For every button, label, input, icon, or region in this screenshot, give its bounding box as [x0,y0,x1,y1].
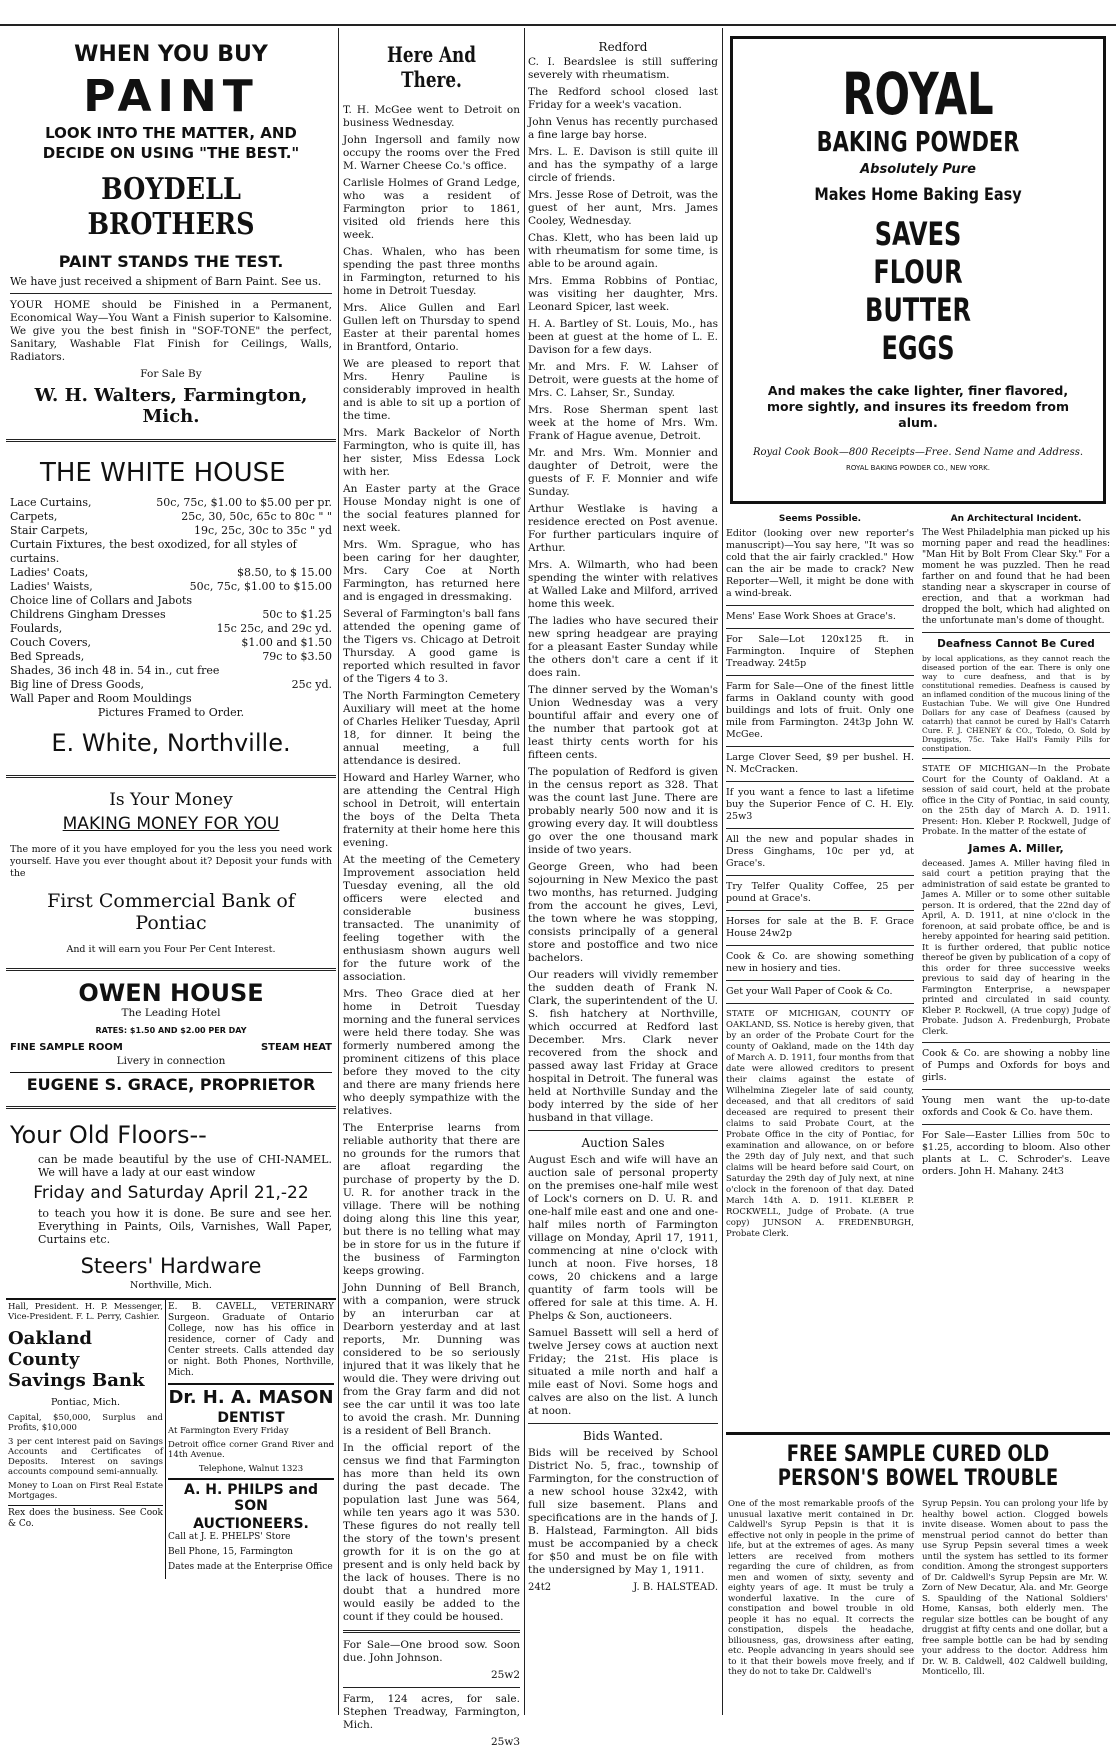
price-row [10,650,332,664]
item-price: 19c, 25c, 30c to 35c " yd [194,524,332,537]
paint-text: We have just received a shipment of Barn Paint. See us. [10,275,322,288]
price-row [10,566,332,580]
price-row [10,664,332,678]
ad-code: 25w3 [490,1736,520,1748]
price-row [10,608,332,622]
item-name: Choice line of Collars and Jabots [10,594,193,607]
white-house-title: THE WHITE HOUSE [40,458,286,488]
classified-ad: All the new and popular shades in Dress Ginghams, 10c per yd, at Grace's. [726,834,914,869]
mason-name: Dr. H. A. MASON [168,1387,334,1408]
floors-text: can be made beautiful by the use of CHI-NAMEL. We will have a lady at our east window [38,1153,332,1179]
redford-items [528,56,718,1125]
here-and-there-title: Here And There. [387,42,476,92]
divider [922,632,1110,633]
classified-ad: Mens' Ease Work Shoes at Grace's. [726,611,896,622]
ad-code: 25w2 [490,1669,520,1681]
column-rule [722,28,723,1715]
news-item: Mrs. Emma Robbins of Pontiac, was visiting her daughter, Mrs. Leonard Spicer, last week. [528,275,718,313]
news-item: Howard and Harley Warner, who are attending the Central High school in Detroit, will entertain the boys of the Delta Theta fraternity at their home here this evening. [343,772,520,849]
news-item: Mrs. Theo Grace died at her home in Detroit Tuesday morning and the funeral services were held there today. She was formerly numbered among the prominent citizens of this place before they moved to the city and there are many friends here who deeply sympathize with the relatives. [343,988,520,1117]
floors-text: to teach you how it is done. Be sure and see her. Everything in Paints, Oils, Varnishes, Wall Paper, Curtains etc. [38,1207,332,1246]
news-item: Mrs. L. E. Davison is still quite ill and has the sympathy of a large circle of friends. [528,146,718,184]
item-name: Ladies' Waists, [10,580,93,593]
news-item: Mrs. Alice Gullen and Earl Gullen left on Thursday to spend Easter at their parental homes in Brantford, Ontario. [343,302,520,353]
floors-ad [6,1115,336,1298]
white-house-signature: E. White, Northville. [51,729,291,757]
oakland-bank-ad [6,1300,166,1579]
professional-cards [166,1300,336,1579]
divider [726,1003,914,1004]
news-item: T. H. McGee went to Detroit on business Wednesday. [343,104,520,129]
hotel-title: OWEN HOUSE [78,979,264,1007]
news-item: Mrs. A. Wilmarth, who had been spending the winter with relatives at Walled Lake and Milford, arrived home this week. [528,559,718,610]
item-name: Wall Paper and Room Mouldings [10,692,192,705]
mason-title: DENTIST [217,1410,285,1426]
paint-text: LOOK INTO THE MATTER, AND [45,124,297,142]
news-item: Carlisle Holmes of Grand Ledge, who was a resident of Farmington prior to 1861, visited old friends here this week. [343,177,520,241]
phelps-text: Dates made at the Enterprise Office [168,1562,333,1572]
column-1 [6,28,336,1725]
royal-title: ROYAL [842,60,994,128]
divider [10,293,332,294]
royal-baking-powder-ad [730,36,1106,504]
price-row [10,510,332,524]
classified-ad: For Sale—One brood sow. Soon due. John Johnson. [343,1639,520,1664]
item-name: Childrens Gingham Dresses [10,608,166,621]
divider [6,1106,336,1109]
news-item: Mrs. Jesse Rose of Detroit, was the guest of her aunt, Mrs. James Cooley, Wednesday. [528,189,718,227]
paint-ad [6,28,336,433]
column-4a [726,510,914,1244]
hotel-proprietor: EUGENE S. GRACE, PROPRIETOR [10,1072,332,1094]
price-row [10,622,332,636]
bowel-text: One of the most remarkable proofs of the unusual laxative merit contained in Dr. Caldwell's Syrup Pepsin is that it is effective not only in people in the prime of life, but at the extremes of ages. As many letters are received from mothers regarding the cure of children, as from men and women of sixty, seventy and eighty years of age. It must be truly a wonderful laxative. In the cure of constipation and bowel trouble in old people it has no equal. It corrects the constipation, dispels the headache, biliousness, gas, drowsiness after eating, etc. People advancing in years should see to it that their bowels move freely, and if they do not to take Dr. Caldwell's [728,1499,914,1677]
item-price: 25c yd. [291,678,332,691]
anecdote-title: Seems Possible. [778,514,862,524]
hotel-livery: Livery in connection [116,1055,226,1067]
auction-text: Samuel Bassett will sell a herd of twelve Jersey cows at auction next Friday; the 21st. His place is situated a mile north and half a mile east of Novi. Some hogs and calves are also on the list. A lunch at noon. [528,1327,718,1417]
bottom-ads [6,1298,336,1579]
bank-headline: Is Your Money [109,790,233,810]
divider [726,875,914,876]
hardware-name: Steers' Hardware [80,1254,262,1278]
column-rule [338,28,339,1715]
item-name: Curtain Fixtures, the best oxodized, for all styles of curtains. [10,538,297,565]
price-row [10,538,332,566]
royal-pure: Absolutely Pure [860,162,976,177]
oakland-bank-name: Oakland County Savings Bank [8,1328,145,1391]
mason-text: At Farmington Every Friday [168,1426,289,1436]
mason-text: Detroit office corner Grand River and 14th Avenue. [168,1440,334,1460]
brand-name: BOYDELL BROTHERS [87,172,255,242]
item-price: 50c, 75c, $1.00 to $5.00 per pr. [156,496,332,509]
news-item: An Easter party at the Grace House Monday night is one of the social features planned for next week. [343,483,520,534]
price-row [10,678,332,692]
bank-capital: Capital, $50,000, Surplus and Profits, $10,000 [8,1413,163,1433]
royal-benefit: FLOUR [873,253,963,291]
phelps-text: Call at J. E. PHELPS' Store [168,1532,291,1542]
classified-ad: Large Clover Seed, $9 per bushel. H. N. McCracken. [726,752,914,775]
divider [6,439,336,442]
news-item: George Green, who had been sojourning in New Mexico the past two months, has returned. Judging from the account he gives, Levi, the town where he was stopping, consists principally of a general store and postoffice and two nice bachelors. [528,861,718,964]
price-list [10,496,332,706]
item-price: $8.50, to $ 15.00 [236,566,332,579]
news-item: Chas. Klett, who has been laid up with rheumatism for some time, is able to be around again. [528,232,718,270]
classified-ad: For Sale—Lot 120x125 ft. in Farmington. Inquire of Stephen Treadway. 24t5p [726,634,914,669]
item-price: 50c to $1.25 [262,608,332,621]
item-name: Ladies' Coats, [10,566,89,579]
classified-ad: Try Telfer Quality Coffee, 25 per pound at Grace's. [726,881,914,904]
royal-slogan: Makes Home Baking Easy [814,185,1022,205]
paint-text: For Sale By [140,368,202,380]
ad-code: 24t2 [528,1582,552,1593]
top-rule [0,24,1116,26]
royal-benefit: EGGS [881,329,955,367]
bowel-title: FREE SAMPLE CURED OLD PERSON'S BOWEL TROUBLE [777,1442,1059,1491]
royal-claim: And makes the cake lighter, finer flavored, more sightly, and insures its freedom from alum. [766,383,1070,430]
item-name: Bed Spreads, [10,650,85,663]
bids-signature: J. B. HALSTEAD. [633,1582,718,1593]
royal-company: ROYAL BAKING POWDER CO., NEW YORK. [846,464,990,472]
oakland-bank-town: Pontiac, Mich. [51,1397,120,1408]
news-item: John Ingersoll and family now occupy the rooms over the Fred M. Warner Cheese Co.'s office. [343,134,520,172]
probate-notice: STATE OF MICHIGAN—In the Probate Court for the County of Oakland. At a session of said court, held at the probate office in the City of Pontiac, in said county, on the 25th day of March A. D. 1911. Present: Hon. Kleber P. Rockwell, Judge of Probate. In the matter of the estate of [922,764,1110,837]
royal-benefit: SAVES [874,215,962,253]
bank-loans: Money to Loan on First Real Estate Mortgages. [8,1481,163,1501]
auction-title: Auction Sales [581,1136,665,1150]
classified-ad: Horses for sale at the B. F. Grace House 24w2p [726,916,914,939]
anecdote-text: Editor (looking over new reporter's manuscript)—You say here, "It was so cold that the air fairly crackled." How can the air be made to crack? New Reporter—Well, it might be done with a wind-break. [726,528,914,599]
bank-ad [6,784,336,962]
bids-text: Bids will be received by School District No. 5, frac., township of Farmington, for the construction of a new school house 32x42, with full size basement. Plans and specifications are in the hands of J. B. Halstead, Farmington. All bids must be accompanied by a check for $50 and must be on file with the undersigned by May 1, 1911. [528,1447,718,1576]
classified-ad: For Sale—Easter Lillies from 50c to $1.25, according to bloom. Also other plants at L. C. Schroder's. Leave orders. John H. Mahany. 24t3 [922,1130,1110,1177]
news-item: Our readers will vividly remember the sudden death of Frank N. Clark, the superintendent of the U. S. fish hatchery at Northville, which occurred at Redford last December. Mrs. Clark never recovered from the shock and passed away last Friday at Grace hospital in Detroit. The funeral was held at Northville Sunday and the body interred by the side of her husband in that village. [528,969,718,1124]
paint-text: YOUR HOME should be Finished in a Permanent, Economical Way—You Want a Finish superior to Kalsomine. We give you the best finish in "SOF-TONE" the perfect, Sanitary, Washable Flat Finish for Ceilings, Walls, Radiators. [10,299,332,363]
paint-headline: WHEN YOU BUY [74,42,268,67]
item-price: 50c, 75c, $1.00 to $15.00 [189,580,332,593]
classified-ad: Cook & Co. are showing something new in hosiery and ties. [726,951,914,974]
news-item: We are pleased to report that Mrs. Henry Pauline is considerably improved in health and is able to sit up a portion of the time. [343,358,520,422]
item-name: Shades, 36 inch 48 in. 54 in., cut free [10,664,220,677]
item-price: 15c 25c, and 29c yd. [216,622,332,635]
divider [726,628,914,629]
classified-ad: Get your Wall Paper of Cook & Co. [726,986,893,997]
here-and-there-items [343,104,520,1624]
news-item: The Enterprise learns from reliable authority that there are no grounds for the rumors that are afloat regarding the purchase of property by the D. U. R. for another track in the village. There will be nothing doing along this line this year, but there is no telling what may be in store for us in the future if the business of Farmington keeps growing. [343,1122,520,1277]
item-price: 25c, 30, 50c, 65c to 80c " " [181,510,332,523]
divider [922,758,1110,759]
price-row [10,692,332,706]
item-name: Couch Covers, [10,636,92,649]
news-item: Several of Farmington's ball fans attended the opening game of the Tigers vs. Chicago at Detroit Thursday. A good game is reported which resulted in favor of the Tigers 4 to 3. [343,608,520,685]
estate-name: James A. Miller, [968,841,1064,855]
price-row [10,496,332,510]
divider [922,1124,1110,1125]
item-price: $1.00 and $1.50 [241,636,332,649]
owen-house-ad [6,977,336,1100]
news-item: Mr. and Mrs. Wm. Monnier and daughter of Detroit, were the guests of F. F. Monnier and wife Sunday. [528,447,718,498]
price-row [10,524,332,538]
phelps-name: A. H. PHILPS and SON [184,1482,318,1514]
deafness-text: by local applications, as they cannot reach the diseased portion of the ear. There is only one way to cure deafness, and that is by constitutional remedies. Deafness is caused by an inflamed condition of the mucous lining of the Eustachian Tube. We will give One Hundred Dollars for any case of Deafness (caused by catarrh) that cannot be cured by Hall's Catarrh Cure. F. J. CHENEY & CO., Toledo, O. Sold by Druggists, 75c. Take Hall's Family Pills for constipation. [922,654,1110,753]
hotel-subtitle: The Leading Hotel [121,1007,221,1019]
news-item: The North Farmington Cemetery Auxiliary will meet at the home of Charles Heliker Tuesday, April 18, for dinner. It being the annual meeting, a full attendance is desired. [343,690,520,767]
classified-ad: Young men want the up-to-date oxfords and Cook & Co. have them. [922,1095,1110,1118]
royal-cookbook: Royal Cook Book—800 Receipts—Free. Send Name and Address. [752,447,1084,458]
divider [726,675,914,676]
news-item: At the meeting of the Cemetery Improvement association held Tuesday evening, all the old officers were elected and considerable business transacted. The unanimity of feeling together with the enthusiasm shown augurs well for the future work of the association. [343,854,520,983]
paint-text: DECIDE ON USING "THE BEST." [42,144,300,162]
classified-ad: Farm for Sale—One of the finest little farms in Oakland county with good buildings and lots of fruit. Only one mile from Farmington. 24t3p John W. McGee. [726,681,914,740]
divider [343,1630,520,1633]
phelps-title: AUCTIONEERS. [193,1516,309,1532]
news-item: Mr. and Mrs. F. W. Lahser of Detroit, were guests at the home of Mrs. C. Lahser, Sr., Sunday. [528,361,718,399]
probate-notice: STATE OF MICHIGAN, COUNTY OF OAKLAND, SS. Notice is hereby given, that by an order of the Probate Court for the county of Oakland, made on the 14th day of March A. D. 1911, four months from that date were allowed creditors to present their claims against the estate of Wilhelmina Ziegeler late of said county, deceased, and that all creditors of said deceased are required to present their claims to said Probate Court, at the Probate Office in the city of Pontiac, for examination and allowance, on or before the 29th day of July next, and that such claims will be heard before said Court, on Saturday the 29th day of July next, at nine o'clock in the forenoon of that day. Dated March 14th A. D. 1911. KLEBER P. ROCKWELL, Judge of Probate. (A true copy) JUNSON A. FREDENBURGH, Probate Clerk. [726,1009,914,1239]
news-item: C. I. Beardslee is still suffering severely with rheumatism. [528,56,718,81]
royal-subtitle: BAKING POWDER [816,125,1020,158]
item-name: Lace Curtains, [10,496,92,509]
news-item: John Dunning of Bell Branch, with a companion, were struck by an interurban car at Dearborn yesterday and at last reports, Mr. Dunning was considered to be so seriously injured that it was likely that he would die. They were driving out from the Gray farm and did not see the car until it was too late to avoid the crash. Mr. Dunning is a resident of Bell Branch. [343,1282,520,1437]
dealer-name: W. H. Walters, Farmington, Mich. [34,385,308,427]
news-item: Mrs. Rose Sherman spent last week at the home of Mrs. Wm. Frank of Hague avenue, Detroit. [528,404,718,442]
divider [726,980,914,981]
column-2 [343,28,520,1748]
item-price: 79c to $3.50 [262,650,332,663]
mason-phone: Telephone, Walnut 1323 [198,1464,304,1474]
white-house-ad [6,448,336,769]
price-row [10,594,332,608]
hardware-town: Northville, Mich. [130,1280,212,1291]
divider [726,746,914,747]
news-item: Chas. Whalen, who has been spending the past three months in Farmington, returned to his home in Detroit Tuesday. [343,246,520,297]
bank-subhead: MAKING MONEY FOR YOU [62,814,280,834]
probate-notice: deceased. James A. Miller having filed in said court a petition praying that the administration of said estate be granted to James A. Miller or to some other suitable person. It is ordered, that the 22nd day of April, A. D. 1911, at nine o'clock in the forenoon, at said probate office, be and is hereby appointed for hearing said petition. It is further ordered, that public notice thereof be given by publication of a copy of this order for three successive weeks previous to said day of hearing in the Farmington Enterprise, a newspaper printed and circulated in said county. Kleber P. Rockwell, (A true copy) Judge of Probate. Judson A. Fredenburgh, Probate Clerk. [922,858,1110,1037]
classified-ad: If you want a fence to last a lifetime buy the Superior Fence of C. H. Ely. 25w3 [726,787,914,822]
news-item: Arthur Westlake is having a residence erected on Post avenue. For further particulars inquire of Arthur. [528,503,718,554]
bowel-text: Syrup Pepsin. You can prolong your life by healthy bowel action. Clogged bowels invite disease. Women about to pass the menstrual period cannot do better than use Syrup Pepsin several times a week until the system has settled to its former condition. Among the strongest supporters of Dr. Caldwell's Syrup Pepsin are Mr. W. Zorn of New Decatur, Ala. and Mr. George S. Spaulding of the National Soldiers' Home, Kansas, both elderly men. The regular size bottles can be bought of any druggist at fifty cents and one dollar, but a free sample bottle can be had by sending your address to the doctor. Address him Dr. W. B. Caldwell, 402 Caldwell building, Monticello, Ill. [922,1499,1108,1677]
divider [528,1130,718,1131]
bank-interest: 3 per cent interest paid on Savings Accounts and Certificates of Deposits. Interest on savings accounts compound semi-annually. [8,1437,163,1477]
news-item: The Redford school closed last Friday for a week's vacation. [528,86,718,111]
divider [6,775,336,778]
paint-word: PAINT [83,71,259,122]
deafness-title: Deafness Cannot Be Cured [937,638,1095,650]
column-4b [922,510,1110,1244]
divider [528,1423,718,1424]
divider [726,828,914,829]
news-item: Mrs. Wm. Sprague, who has been caring for her daughter, Mrs. Cary Coe at North Farmington, has returned here and is engaged in dressmaking. [343,539,520,603]
price-row [10,636,332,650]
bank-officers: Hall, President. H. P. Messenger, Vice-President. F. L. Perry, Cashier. [8,1302,163,1322]
classified-ad: Cook & Co. are showing a nobby line of Pumps and Oxfords for boys and girls. [922,1048,1110,1083]
royal-benefit: BUTTER [865,291,971,329]
bank-text: The more of it you have employed for you the less you need work yourself. Have you ever thought about it? Deposit your funds with the [10,844,332,879]
redford-title: Redford [598,40,648,54]
bowel-trouble-ad [726,1432,1110,1721]
news-item: The population of Redford is given in the census report as 328. That was the count last June. There are probably nearly 500 now and it is growing every day. It will doubtless go over the one thousand mark inside of two years. [528,766,718,856]
item-name: Foulards, [10,622,63,635]
divider [726,910,914,911]
news-item: Mrs. Mark Backelor of North Farmington, who is quite ill, has her sister, Miss Edessa Lock with her. [343,427,520,478]
framing-note: Pictures Framed to Order. [97,706,245,719]
divider [726,945,914,946]
cavell-card: E. B. CAVELL, VETERINARY Surgeon. Graduate of Ontario College, now has his office in residence, corner of Cady and Center streets. Calls attended day or night. Both Phones, Northville, Mich. [168,1302,334,1378]
divider [922,1089,1110,1090]
anecdote-text: The West Philadelphia man picked up his morning paper and read the headlines: "Man Hit by Bolt From Clear Sky." For a moment he was puzzled. Then he read farther on and found that he had been standing near a skyscraper in course of erection, and that a workman had dropped the bolt, which had alighted on the unfortunate man's dome of thought. [922,528,1110,626]
hotel-feature: STEAM HEAT [260,1042,332,1053]
divider [6,968,336,971]
news-item: In the official report of the census we find that Farmington has more than held its own during the past decade. The population last June was 564, while ten years ago it was 530. These figures do not really tell the story of the town's present growth for it is on the go at present and is only held back by the lack of houses. There is no doubt that a hundred more would easily be added to the count if they could be housed. [343,1442,520,1623]
hotel-rates: RATES: $1.50 AND $2.00 PER DAY [95,1026,247,1035]
divider [343,1687,520,1688]
local-ads [922,1042,1110,1178]
news-item: The ladies who have secured their new spring headgear are praying for a pleasant Easter Sunday while the others don't care a cent if it does rain. [528,615,718,679]
column-4-lower [726,510,1110,1244]
bank-name: First Commercial Bank of Pontiac [47,890,295,934]
bids-title: Bids Wanted. [583,1429,663,1443]
item-name: Stair Carpets, [10,524,89,537]
divider [726,605,914,606]
paint-slogan: PAINT STANDS THE TEST. [58,252,284,271]
news-item: John Venus has recently purchased a fine large bay horse. [528,116,718,141]
item-name: Big line of Dress Goods, [10,678,145,691]
floors-dates: Friday and Saturday April 21,-22 [33,1183,309,1203]
local-ads [726,605,914,998]
hotel-feature: FINE SAMPLE ROOM [10,1042,123,1053]
column-rule [524,28,525,1715]
anecdote-title: An Architectural Incident. [950,514,1082,524]
column-3 [528,28,718,1725]
floors-title: Your Old Floors-- [10,1121,207,1149]
price-row [10,580,332,594]
auction-text: August Esch and wife will have an auction sale of personal property on the premises one-half mile west of Lock's corners on D. U. R. and one-half mile east and one and one-half miles north of Farmington village on Monday, April 17, 1911, commencing at nine o'clock with lunch at noon. Five horses, 18 cows, 20 chickens and a large quantity of farm tools will be offered for sale at this time. A. H. Phelps & Son, auctioneers. [528,1154,718,1322]
divider [726,781,914,782]
divider [922,1042,1110,1043]
bank-text: And it will earn you Four Per Cent Interest. [66,944,276,955]
item-name: Carpets, [10,510,58,523]
news-item: The dinner served by the Woman's Union Wednesday was a very bountiful affair and every one of the number that partook got at least thirty cents worth for his fifteen cents. [528,684,718,761]
classified-ad: Farm, 124 acres, for sale. Stephen Treadway, Farmington, Mich. [343,1693,520,1731]
phelps-text: Bell Phone, 15, Farmington [168,1547,293,1557]
rex-ad: Rex does the business. See Cook & Co. [8,1505,163,1530]
news-item: H. A. Bartley of St. Louis, Mo., has been at guest at the home of L. E. Davison for a few days. [528,318,718,356]
